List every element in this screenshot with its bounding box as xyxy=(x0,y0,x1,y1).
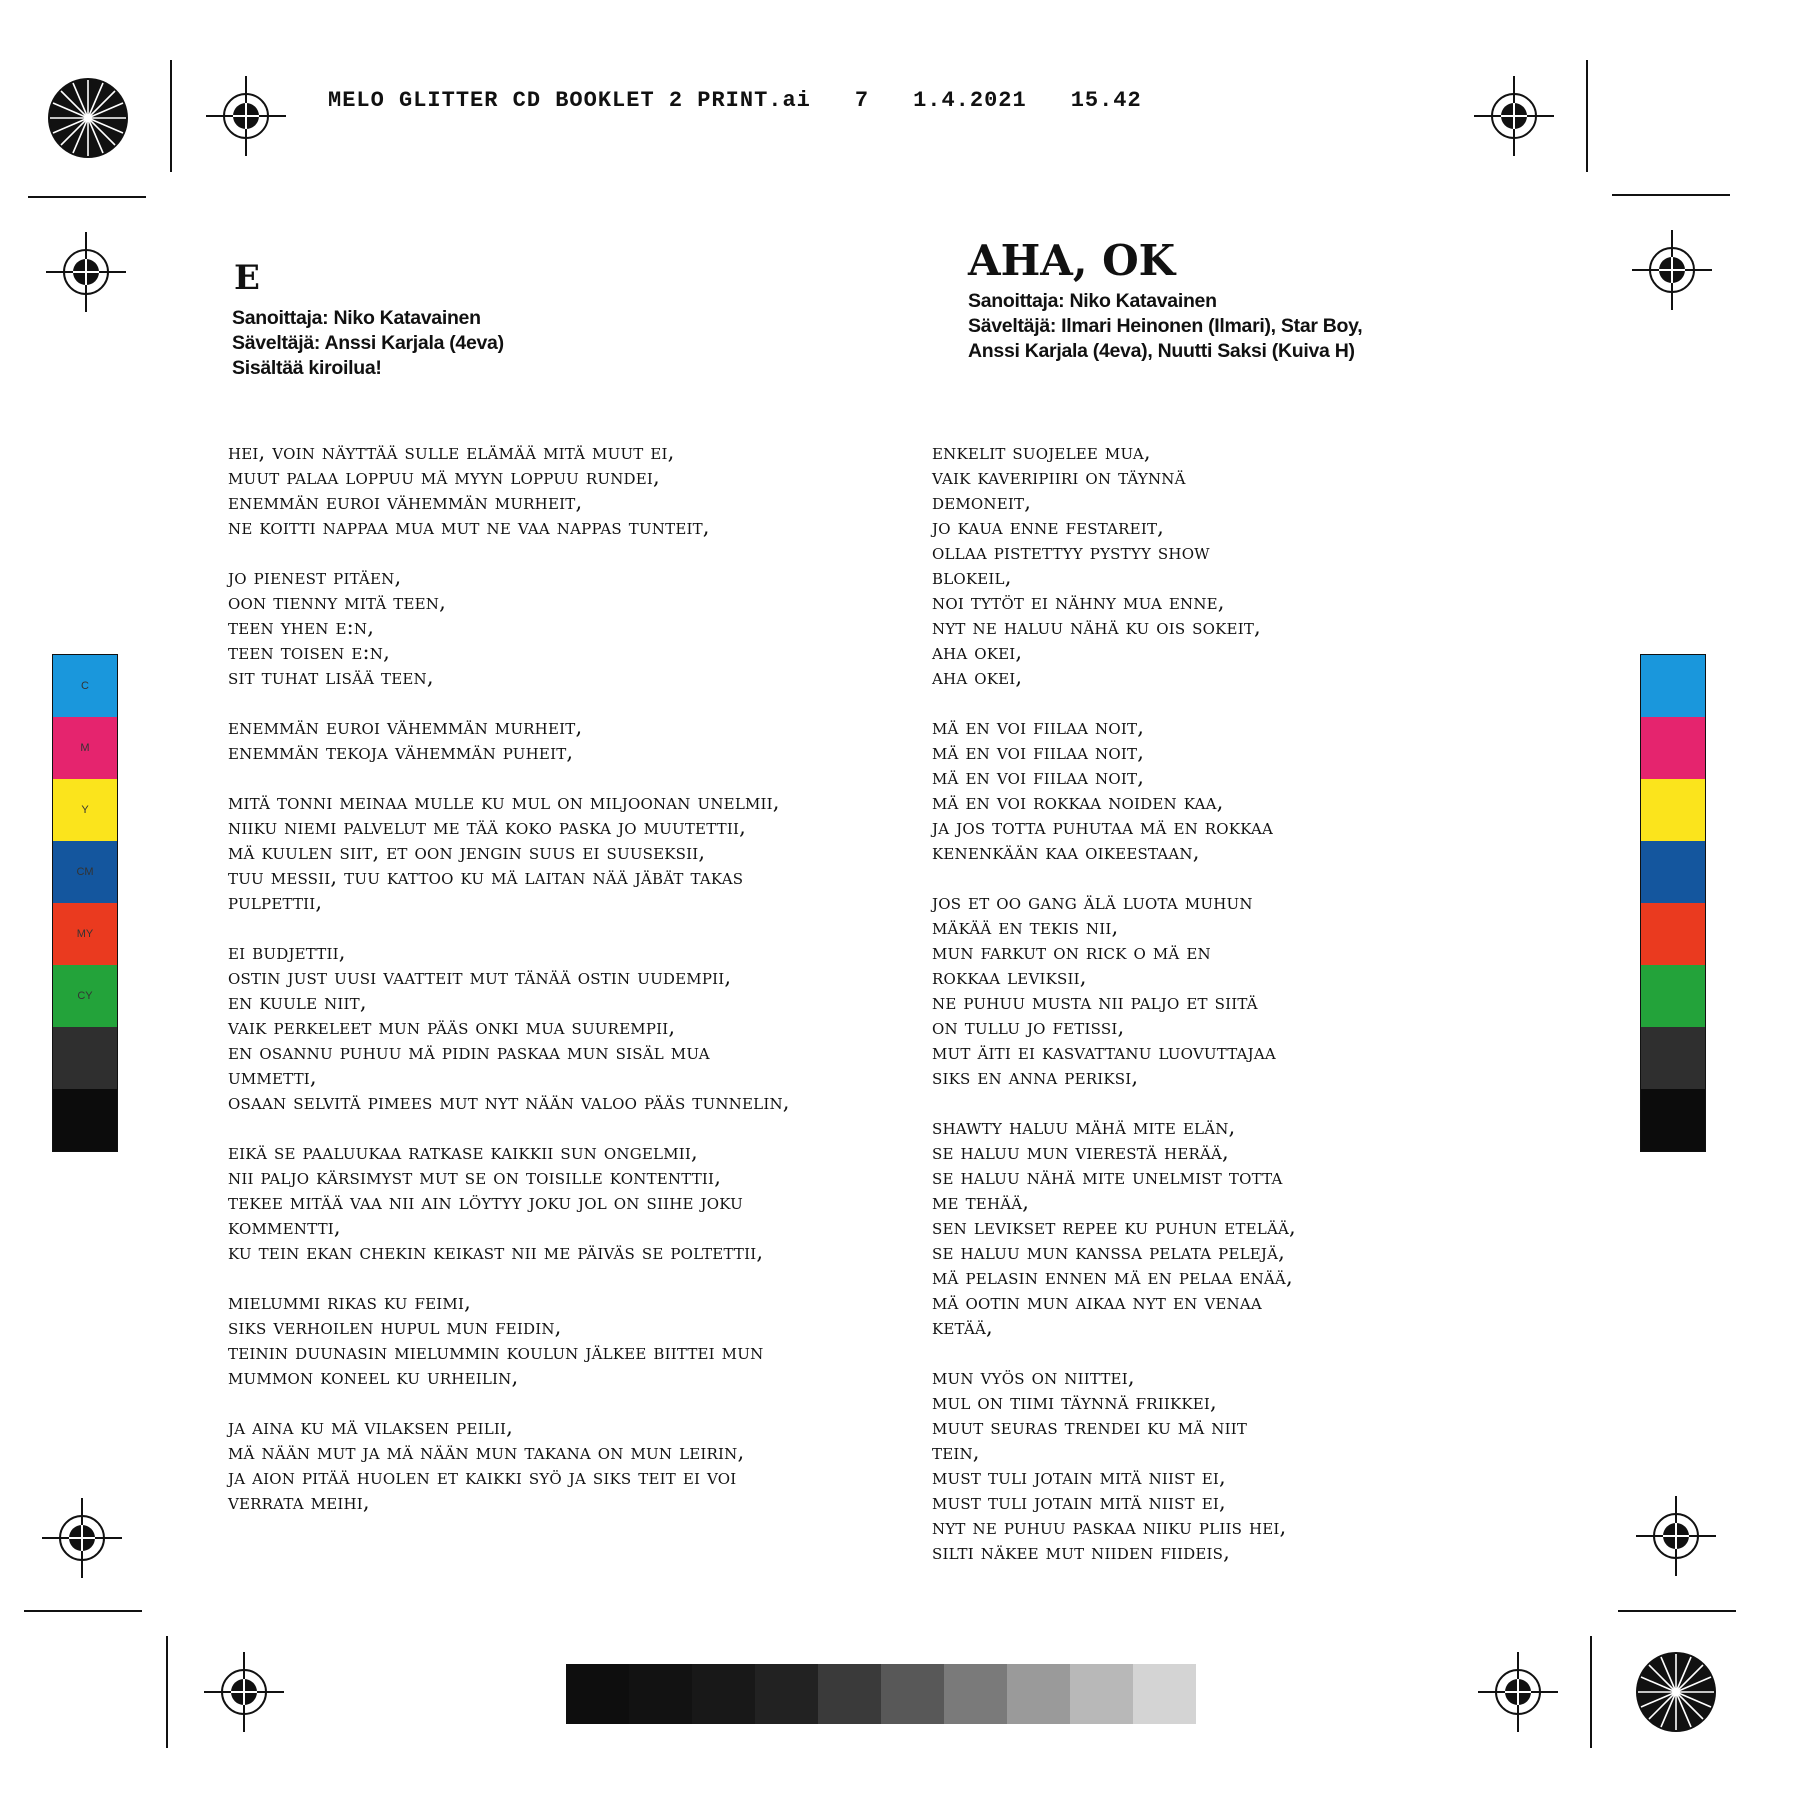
song-title-right: AHA, OK xyxy=(968,236,1176,285)
lyric-line: osaan selvitä pimees mut nyt nään valoo pääs tunnelin, xyxy=(228,1090,790,1114)
lyric-line: en kuule niit, xyxy=(228,990,367,1014)
lyric-line: kenenkään kaa oikeestaan, xyxy=(932,840,1200,864)
registration-mark-icon xyxy=(1478,1652,1558,1732)
registration-mark-icon xyxy=(46,232,126,312)
lyric-line: aha okei, xyxy=(932,665,1023,689)
swatch-cyan-yellow: CY xyxy=(53,965,117,1027)
lyric-line: eikä se paaluukaa ratkase kaikkii sun ongelmii, xyxy=(228,1140,698,1164)
swatch-black xyxy=(53,1089,117,1151)
stanza-gap xyxy=(228,1390,790,1415)
gray-step xyxy=(818,1664,881,1724)
lyric-line: se haluu mun kanssa pelata pelejä, xyxy=(932,1240,1286,1264)
crop-mark-line xyxy=(1612,194,1730,196)
lyric-line: siks en anna periksi, xyxy=(932,1065,1139,1089)
lyric-line: kommentti, xyxy=(228,1215,341,1239)
gray-step xyxy=(629,1664,692,1724)
lyric-line: teen yhen e:n, xyxy=(228,615,375,639)
swatch-magenta-yellow: MY xyxy=(53,903,117,965)
swatch-cyan-magenta: CM xyxy=(53,841,117,903)
gray-step xyxy=(755,1664,818,1724)
swatch-cyan-yellow xyxy=(1641,965,1705,1027)
song-credits-right xyxy=(968,289,1362,364)
lyric-line: ollaa pistettyy pystyy show xyxy=(932,540,1210,564)
gray-step xyxy=(1007,1664,1070,1724)
registration-mark-icon xyxy=(1474,76,1554,156)
lyric-line: ummetti, xyxy=(228,1065,317,1089)
gray-step xyxy=(944,1664,1007,1724)
crop-mark-line xyxy=(24,1610,142,1612)
credit-composer: Säveltäjä: Anssi Karjala (4eva) xyxy=(232,332,504,354)
lyric-line: nyt ne puhuu paskaa niiku pliis hei, xyxy=(932,1515,1287,1539)
registration-mark-icon xyxy=(204,1652,284,1732)
lyric-line: mä pelasin ennen mä en pelaa enää, xyxy=(932,1265,1293,1289)
lyric-line: muut seuras trendei ku mä niit xyxy=(932,1415,1248,1439)
gray-step xyxy=(692,1664,755,1724)
lyric-line: se haluu mun vierestä herää, xyxy=(932,1140,1229,1164)
print-slug xyxy=(328,88,1186,113)
lyric-line: niiku niemi palvelut me tää koko paska jo muutettii, xyxy=(228,815,747,839)
lyric-line: jo pienest pitäen, xyxy=(228,565,402,589)
lyric-line: sen levikset repee ku puhun etelää, xyxy=(932,1215,1296,1239)
lyric-line: vaik perkeleet mun pääs onki mua suurempii, xyxy=(228,1015,676,1039)
lyric-line: mielummi rikas ku feimi, xyxy=(228,1290,471,1314)
stanza-gap xyxy=(228,690,790,715)
lyric-line: noi tytöt ei nähny mua enne, xyxy=(932,590,1225,614)
lyric-line: mä ootin mun aikaa nyt en venaa xyxy=(932,1290,1262,1314)
slug-page: 7 xyxy=(854,88,870,113)
registration-mark-icon xyxy=(1632,230,1712,310)
crop-mark-line xyxy=(1590,1636,1592,1748)
lyric-line: must tuli jotain mitä niist ei, xyxy=(932,1465,1226,1489)
slug-time: 15.42 xyxy=(1070,88,1142,113)
stanza-gap xyxy=(228,1115,790,1140)
lyric-line: se haluu nähä mite unelmist totta xyxy=(932,1165,1283,1189)
gray-step xyxy=(1133,1664,1196,1724)
lyric-line: enemmän tekoja vähemmän puheit, xyxy=(228,740,574,764)
lyric-line: shawty haluu mähä mite elän, xyxy=(932,1115,1236,1139)
stanza-gap xyxy=(932,1090,1296,1115)
lyric-line: nii paljo kärsimyst mut se on toisille kontenttii, xyxy=(228,1165,722,1189)
lyric-line: must tuli jotain mitä niist ei, xyxy=(932,1490,1226,1514)
credit-explicit-note: Sisältää kiroilua! xyxy=(232,357,382,379)
lyric-line: me tehää, xyxy=(932,1190,1030,1214)
registration-mark-icon xyxy=(1636,1496,1716,1576)
lyric-line: ku tein ekan chekin keikast nii me päiväs se poltettii, xyxy=(228,1240,764,1264)
lyric-line: silti näkee mut niiden fiideis, xyxy=(932,1540,1231,1564)
gray-step xyxy=(566,1664,629,1724)
lyric-line: blokeil, xyxy=(932,565,1012,589)
color-control-bar-left xyxy=(52,654,118,1152)
lyric-line: mul on tiimi täynnä friikkei, xyxy=(932,1390,1217,1414)
star-target-icon xyxy=(46,76,130,160)
crop-mark-line xyxy=(1586,60,1588,172)
lyric-line: ja aion pitää huolen et kaikki syö ja siks teit ei voi xyxy=(228,1465,737,1489)
stanza-gap xyxy=(228,540,790,565)
swatch-dark-gray xyxy=(53,1027,117,1089)
credit-lyricist: Sanoittaja: Niko Katavainen xyxy=(232,307,481,329)
lyric-line: mäkää en tekis nii, xyxy=(932,915,1119,939)
lyric-line: mä en voi fiilaa noit, xyxy=(932,715,1145,739)
lyric-line: verrata meihi, xyxy=(228,1490,370,1514)
lyric-line: ne puhuu musta nii paljo et siitä xyxy=(932,990,1258,1014)
crop-mark-line xyxy=(166,1636,168,1748)
lyric-line: mitä tonni meinaa mulle ku mul on miljoonan unelmii, xyxy=(228,790,780,814)
lyric-line: demoneit, xyxy=(932,490,1032,514)
lyric-line: mä en voi fiilaa noit, xyxy=(932,740,1145,764)
credit-composer: Säveltäjä: Ilmari Heinonen (Ilmari), Star Boy, xyxy=(968,315,1363,337)
lyric-line: en osannu puhuu mä pidin paskaa mun sisäl mua xyxy=(228,1040,710,1064)
gray-step xyxy=(1070,1664,1133,1724)
gray-step xyxy=(881,1664,944,1724)
lyric-line: ostin just uusi vaatteit mut tänää ostin uudempii, xyxy=(228,965,732,989)
swatch-dark-gray xyxy=(1641,1027,1705,1089)
lyric-line: on tullu jo fetissi, xyxy=(932,1015,1125,1039)
swatch-yellow xyxy=(1641,779,1705,841)
lyric-line: siks verhoilen hupul mun feidin, xyxy=(228,1315,562,1339)
lyric-line: tuu messii, tuu kattoo ku mä laitan nää jäbät takas xyxy=(228,865,744,889)
lyric-line: oon tienny mitä teen, xyxy=(228,590,446,614)
swatch-black xyxy=(1641,1089,1705,1151)
swatch-cyan: C xyxy=(53,655,117,717)
lyric-line: hei, voin näyttää sulle elämää mitä muut ei, xyxy=(228,440,675,464)
lyric-line: vaik kaveripiiri on täynnä xyxy=(932,465,1186,489)
lyric-line: mä en voi rokkaa noiden kaa, xyxy=(932,790,1224,814)
lyric-line: ja jos totta puhutaa mä en rokkaa xyxy=(932,815,1274,839)
lyric-line: rokkaa leviksii, xyxy=(932,965,1087,989)
stanza-gap xyxy=(228,915,790,940)
lyric-line: ja aina ku mä vilaksen peilii, xyxy=(228,1415,514,1439)
swatch-magenta-yellow xyxy=(1641,903,1705,965)
lyric-line: mun farkut on rick o mä en xyxy=(932,940,1211,964)
crop-mark-line xyxy=(1618,1610,1736,1612)
stanza-gap xyxy=(932,1340,1296,1365)
lyric-line: mut äiti ei kasvattanu luovuttajaa xyxy=(932,1040,1276,1064)
credit-lyricist: Sanoittaja: Niko Katavainen xyxy=(968,290,1217,312)
lyric-line: enemmän euroi vähemmän murheit, xyxy=(228,490,583,514)
swatch-yellow: Y xyxy=(53,779,117,841)
lyric-line: teen toisen e:n, xyxy=(228,640,390,664)
lyric-line: pulpettii, xyxy=(228,890,323,914)
stanza-gap xyxy=(932,865,1296,890)
lyric-line: jo kaua enne festareit, xyxy=(932,515,1165,539)
swatch-cyan xyxy=(1641,655,1705,717)
lyric-line: aha okei, xyxy=(932,640,1023,664)
lyric-line: enkelit suojelee mua, xyxy=(932,440,1151,464)
slug-filename: MELO GLITTER CD BOOKLET 2 PRINT.ai xyxy=(328,88,811,113)
lyric-line: enemmän euroi vähemmän murheit, xyxy=(228,715,583,739)
lyric-line: ei budjettii, xyxy=(228,940,346,964)
lyric-line: nyt ne haluu nähä ku ois sokeit, xyxy=(932,615,1261,639)
lyric-line: mä nään mut ja mä nään mun takana on mun leirin, xyxy=(228,1440,745,1464)
lyric-line: mä en voi fiilaa noit, xyxy=(932,765,1145,789)
stanza-gap xyxy=(228,1265,790,1290)
registration-mark-icon xyxy=(206,76,286,156)
color-control-bar-right xyxy=(1640,654,1706,1152)
lyric-line: muut palaa loppuu mä myyn loppuu rundei, xyxy=(228,465,660,489)
song-credits-left xyxy=(232,306,504,381)
lyric-line: tekee mitää vaa nii ain löytyy joku jol on siihe joku xyxy=(228,1190,743,1214)
stanza-gap xyxy=(228,765,790,790)
swatch-magenta: M xyxy=(53,717,117,779)
gray-ramp-bar xyxy=(566,1664,1196,1724)
credit-composer-cont: Anssi Karjala (4eva), Nuutti Saksi (Kuiva H) xyxy=(968,340,1355,362)
crop-mark-line xyxy=(28,196,146,198)
slug-date: 1.4.2021 xyxy=(913,88,1027,113)
stanza-gap xyxy=(932,690,1296,715)
lyric-line: mä kuulen siit, et oon jengin suus ei suuseksii, xyxy=(228,840,706,864)
song-lyrics-right xyxy=(932,440,1296,1565)
lyric-line: ketää, xyxy=(932,1315,993,1339)
lyric-line: sit tuhat lisää teen, xyxy=(228,665,434,689)
crop-mark-line xyxy=(170,60,172,172)
star-target-icon xyxy=(1634,1650,1718,1734)
song-lyrics-left xyxy=(228,440,790,1515)
lyric-line: jos et oo gang älä luota muhun xyxy=(932,890,1253,914)
swatch-magenta xyxy=(1641,717,1705,779)
registration-mark-icon xyxy=(42,1498,122,1578)
lyric-line: mun vyös on niittei, xyxy=(932,1365,1135,1389)
lyric-line: tein, xyxy=(932,1440,980,1464)
lyric-line: ne koitti nappaa mua mut ne vaa nappas tunteit, xyxy=(228,515,710,539)
song-title-left: E xyxy=(234,258,260,298)
swatch-cyan-magenta xyxy=(1641,841,1705,903)
lyric-line: mummon koneel ku urheilin, xyxy=(228,1365,519,1389)
lyric-line: teinin duunasin mielummin koulun jälkee biittei mun xyxy=(228,1340,764,1364)
